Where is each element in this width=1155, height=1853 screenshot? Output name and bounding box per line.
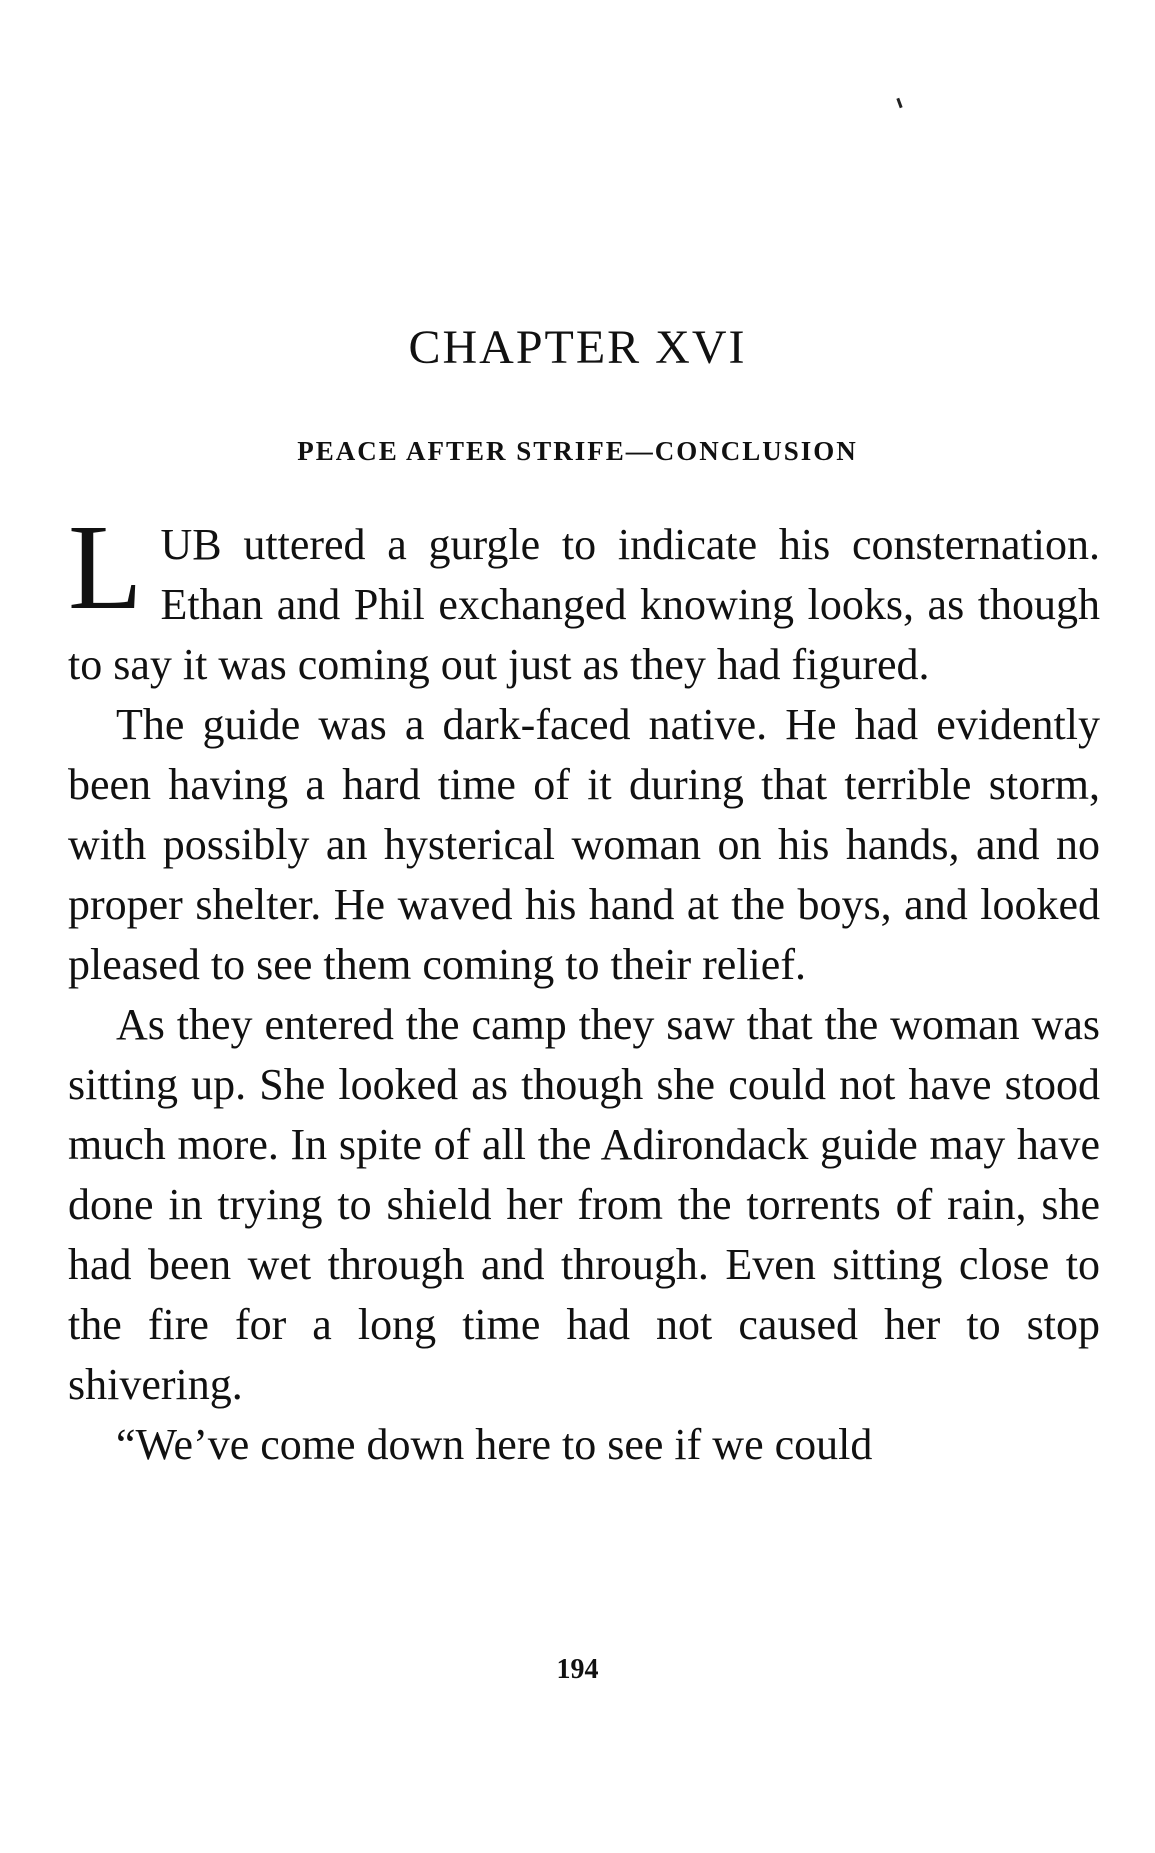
paragraph-2: The guide was a dark-faced native. He had evidently been having a hard time of it during that terrible storm, with possibly an hysterical woman on his hands, and no proper shelter. He waved his hand at the boys, and looked pleased to see them coming to their relief.: [68, 700, 1100, 989]
paragraph-1: [68, 500, 1100, 695]
chapter-title: CHAPTER XVI: [408, 321, 747, 374]
paragraph-3: As they entered the camp they saw that the woman was sitting up. She looked as though she could not have stood much more. In spite of all the Adirondack guide may have done in trying to shield her from the torrents of rain, she had been wet through and through. Even sitting close to the fire for a long time had not caused her to stop shivering.: [68, 1000, 1100, 1409]
chapter-body: [68, 500, 1100, 1475]
print-speck: [896, 98, 902, 108]
chapter-subtitle: PEACE AFTER STRIFE—CONCLUSION: [297, 436, 858, 466]
page-number: 194: [556, 1654, 599, 1685]
paragraph-4: “We’ve come down here to see if we could: [116, 1420, 873, 1469]
drop-cap: L: [68, 500, 143, 635]
paragraph-1-text: UB uttered a gurgle to indicate his consternation. Ethan and Phil exchanged knowing looks, as though to say it was coming out just as they had figured.: [68, 520, 1100, 689]
